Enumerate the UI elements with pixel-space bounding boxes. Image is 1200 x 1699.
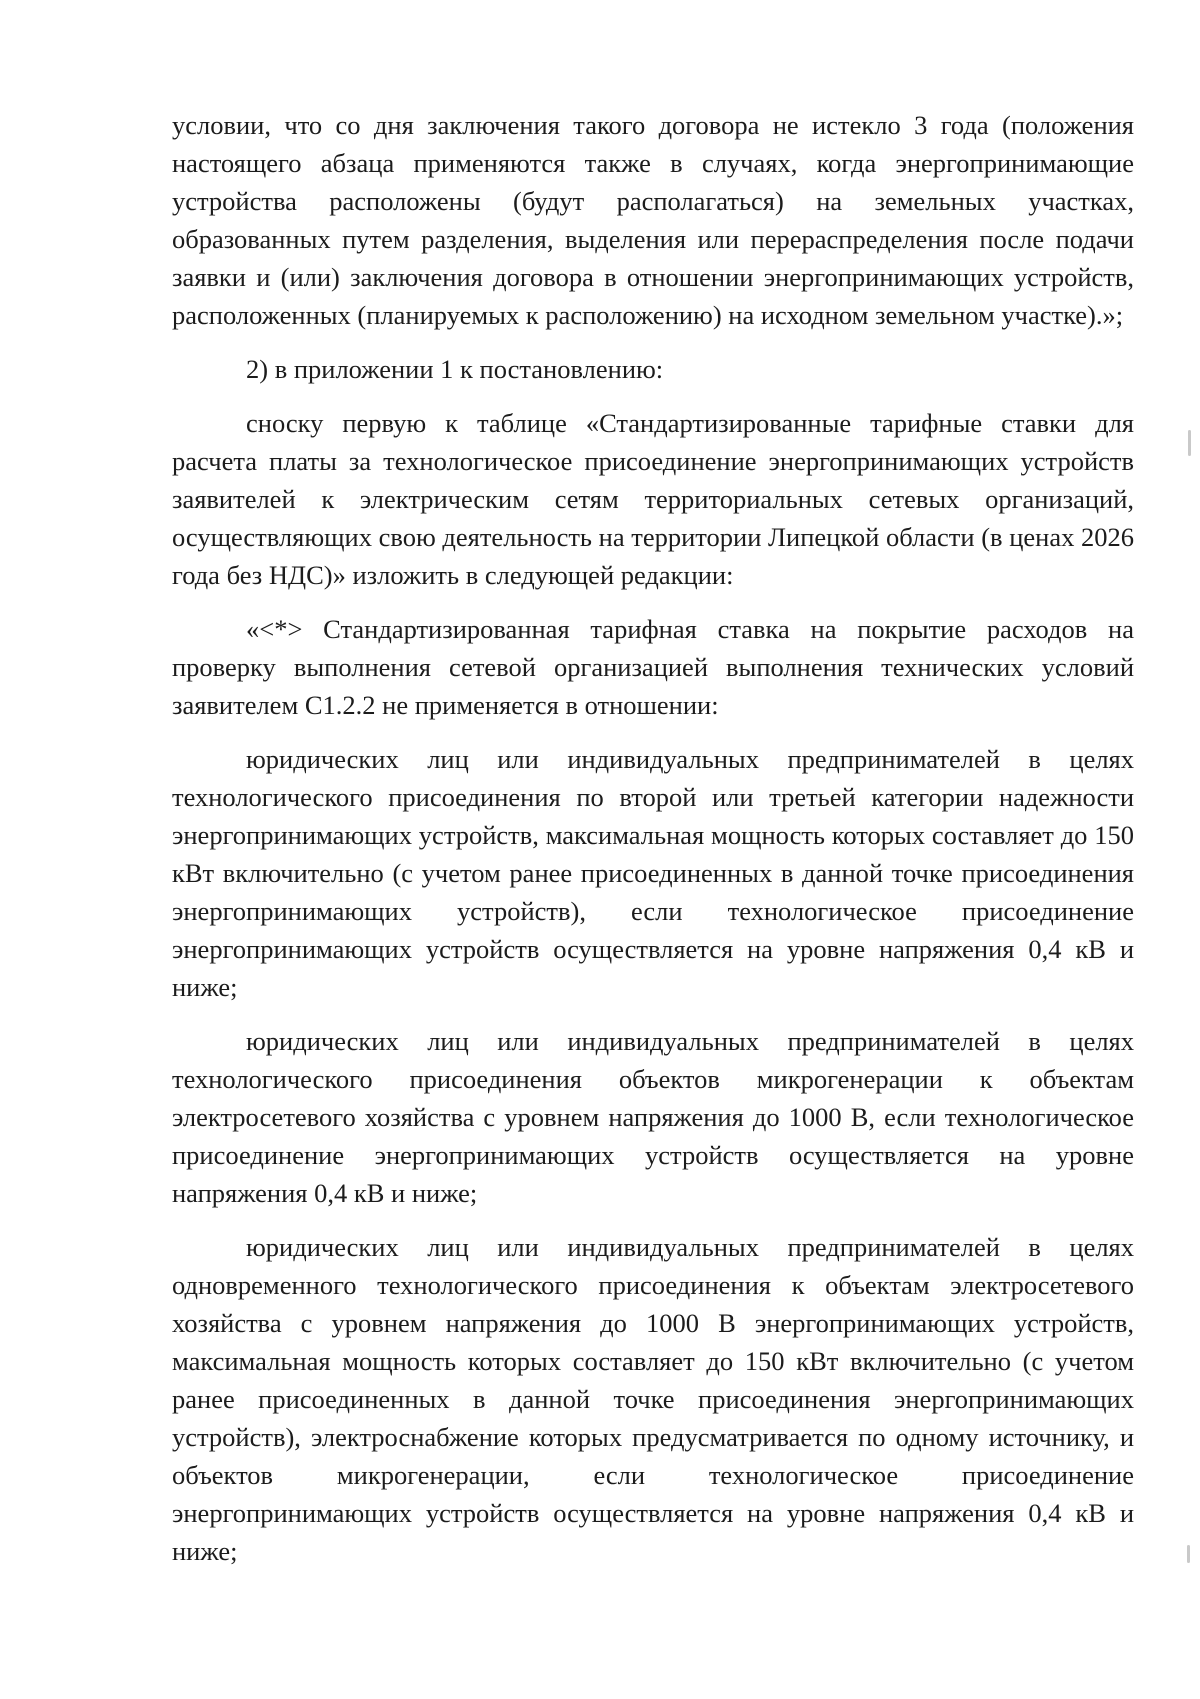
paragraph-exception-2: юридических лиц или индивидуальных предпринимателей в целях технологического присоединения объектов микрогенерации к объектам электросетевого хозяйства с уровнем напряжения до 1000 В, если технологическое присоединение энергопринимающих устройств осуществляется на уровне напряжения 0,4 кВ и ниже; <box>172 1026 1134 1208</box>
paragraph-exception-1: юридических лиц или индивидуальных предпринимателей в целях технологического присоединения по второй или третьей категории надежности энергопринимающих устройств, максимальная мощность которых составляет до 150 кВт включительно (с учетом ранее присоединенных в данной точке присоединения энергопринимающих устройств), если технологическое присоединение энергопринимающих устройств осуществляется на уровне напряжения 0,4 кВ и ниже; <box>172 744 1134 1002</box>
paragraph-continuation: условии, что со дня заключения такого договора не истекло 3 года (положения настоящего абзаца применяются также в случаях, когда энергопринимающие устройства расположены (будут располагаться) на земельных участках, образованных путем разделения, выделения или перераспределения после подачи заявки и (или) заключения договора в отношении энергопринимающих устройств, расположенных (планируемых к расположению) на исходном земельном участке).»; <box>172 110 1134 330</box>
scan-artifact-mark <box>1188 430 1191 456</box>
scan-artifact-mark <box>1187 1545 1190 1563</box>
document-body <box>172 106 1134 1570</box>
paragraph-exception-3: юридических лиц или индивидуальных предпринимателей в целях одновременного технологического присоединения к объектам электросетевого хозяйства с уровнем напряжения до 1000 В энергопринимающих устройств, максимальная мощность которых составляет до 150 кВт включительно (с учетом ранее присоединенных в данной точке присоединения энергопринимающих устройств), электроснабжение которых предусматривается по одному источнику, и объектов микрогенерации, если технологическое присоединение энергопринимающих устройств осуществляется на уровне напряжения 0,4 кВ и ниже; <box>172 1232 1134 1566</box>
paragraph-footnote-text: «<*> Стандартизированная тарифная ставка на покрытие расходов на проверку выполнения сетевой организацией выполнения технических условий заявителем С1.2.2 не применяется в отношении: <box>172 614 1134 720</box>
paragraph-appendix-item: 2) в приложении 1 к постановлению: <box>246 354 664 384</box>
paragraph-footnote-instruction: сноску первую к таблице «Стандартизированные тарифные ставки для расчета платы за технологическое присоединение энергопринимающих устройств заявителей к электрическим сетям территориальных сетевых организаций, осуществляющих свою деятельность на территории Липецкой области (в ценах 2026 года без НДС)» изложить в следующей редакции: <box>172 408 1134 590</box>
